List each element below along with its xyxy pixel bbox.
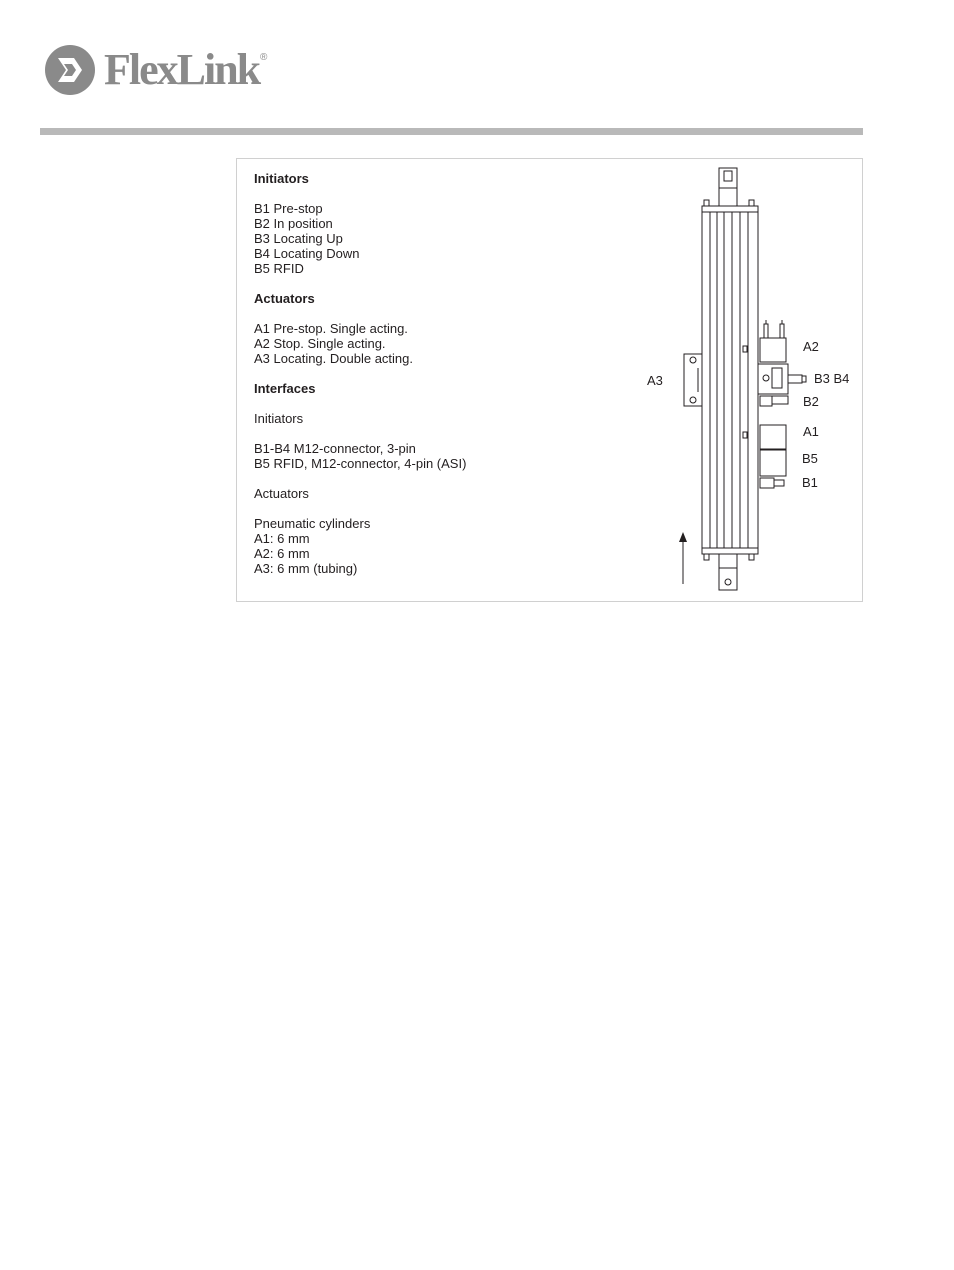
initiator-item: B2 In position (254, 216, 333, 231)
actuator-item: A1 Pre-stop. Single acting. (254, 321, 408, 336)
initiator-item: B5 RFID (254, 261, 304, 276)
interface-item: B5 RFID, M12-connector, 4-pin (ASI) (254, 456, 467, 471)
actuators-heading: Actuators (254, 291, 315, 306)
pneumatic-item: A3: 6 mm (tubing) (254, 561, 358, 576)
actuator-item: A3 Locating. Double acting. (254, 351, 413, 366)
callout-b3b4: B3 B4 (814, 371, 850, 386)
callout-a3: A3 (647, 373, 663, 388)
interfaces-initiators-label: Initiators (254, 411, 304, 426)
logo-wordmark: FlexLink (104, 45, 260, 94)
flexlink-logo (44, 44, 284, 98)
callout-b5: B5 (802, 451, 818, 466)
interface-item: B1-B4 M12-connector, 3-pin (254, 441, 416, 456)
interfaces-heading: Interfaces (254, 381, 316, 396)
registered-mark: ® (260, 52, 268, 63)
pneumatic-label: Pneumatic cylinders (254, 516, 371, 531)
interfaces-actuators-label: Actuators (254, 486, 309, 501)
initiator-item: B4 Locating Down (254, 246, 360, 261)
callout-b2: B2 (803, 394, 819, 409)
initiator-item: B3 Locating Up (254, 231, 343, 246)
callout-b1: B1 (802, 475, 818, 490)
initiator-item: B1 Pre-stop (254, 201, 323, 216)
initiators-heading: Initiators (254, 171, 309, 186)
actuator-item: A2 Stop. Single acting. (254, 336, 386, 351)
callout-a1: A1 (803, 424, 819, 439)
spec-text (254, 171, 466, 576)
flexlink-logo-icon (44, 44, 96, 96)
callout-a2: A2 (803, 339, 819, 354)
pneumatic-item: A1: 6 mm (254, 531, 310, 546)
pneumatic-item: A2: 6 mm (254, 546, 310, 561)
header-rule (40, 128, 863, 135)
